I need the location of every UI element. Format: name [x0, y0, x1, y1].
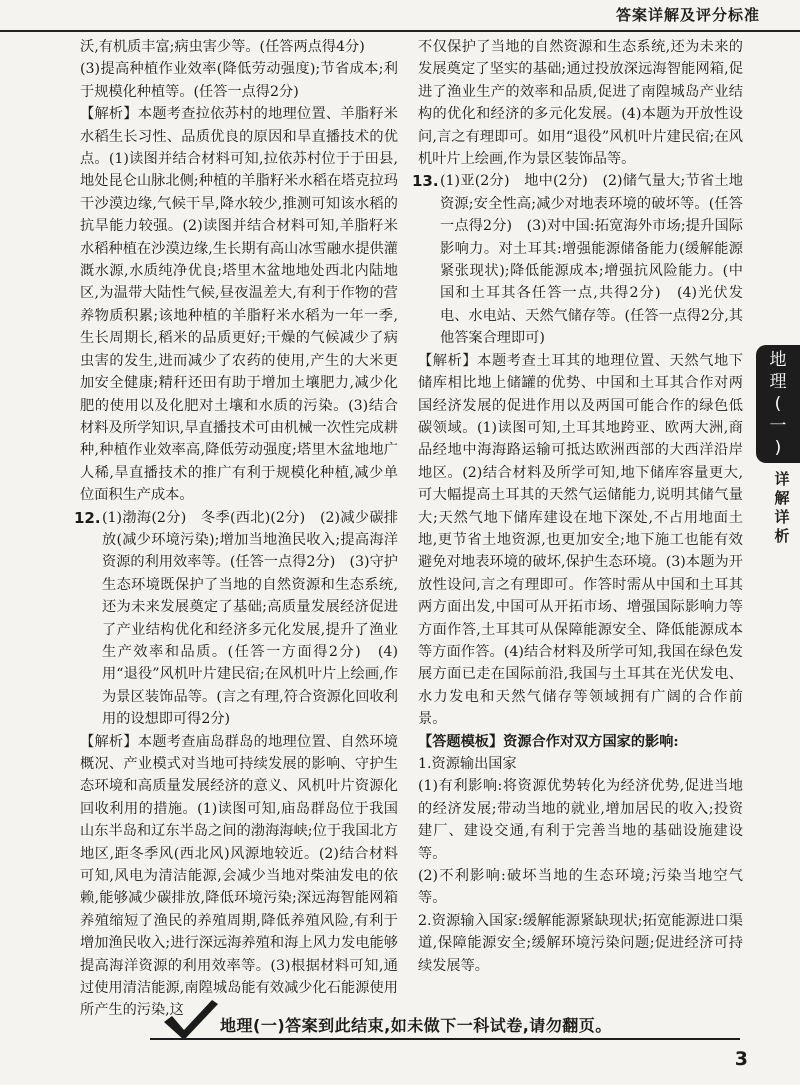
q12-analysis-continued: 不仅保护了当地的自然资源和生态系统,还为未来的发展奠定了坚实的基础;通过投放深远海智能网箱,促进了渔业生产的效率和品质,促进了南隍城岛产业结构的优化和经济的多元化发展。(4)本题为开放性设问,言之有理即可。如用“退役”风机叶片建民宿;在风机叶片上绘画,作为景区装饰品等。 — [418, 39, 743, 168]
template-item-1: 1.资源输出国家 — [418, 756, 517, 772]
header-rule — [0, 30, 800, 32]
q11-answer-tail: 沃,有机质丰富;病虫害少等。(任答两点得4分) — [80, 39, 365, 55]
q13-block — [412, 170, 743, 349]
q11-analysis: 【解析】本题考查拉依苏村的地理位置、羊脂籽米水稻生长习性、品质优良的原因和旱直播技术的优点。(1)读图并结合材料可知,拉依苏村位于于田县,地处昆仑山脉北侧;种植的羊脂籽米水稻在塔克拉玛干沙漠边缘,气候干旱,降水较少,推测可知该水稻的抗旱能力较强。(2)读图并结合材料可知,羊脂籽米水稻种植在沙漠边缘,生长期有高山冰雪融水提供灌溉水源,水质纯净优良;塔里木盆地地处西北内陆地区,为温带大陆性气候,昼夜温差大,有利于作物的营养物质积累;该地种植的羊脂籽米水稻为一年一季,生长周期长,稻米的品质更好;干燥的气候减少了病虫害的发生,进而减少了农药的使用,产生的大米更加安全健康;精秆还田有助于增加土壤肥力,减少化肥的使用以及化肥对土壤和水质的污染。(3)结合材料及所学知识,旱直播技术可由机械一次性完成耕种,种植作业效率高,降低劳动强度;塔里木盆地地广人稀,旱直播技术的推广有利于规模化种植,减少单位面积生产成本。 — [80, 106, 398, 504]
side-tab-subtitle: 详解详析 — [774, 470, 790, 545]
side-tab-char: 一 — [769, 416, 787, 436]
footer-text: 地理(一)答案到此结束,如未做下一科试卷,请勿翻页。 — [220, 1015, 612, 1035]
q12-analysis: 【解析】本题考查庙岛群岛的地理位置、自然环境概况、产业模式对当地可持续发展的影响、守护生态环境和高质量发展经济的意义、风机叶片资源化回收利用的措施。(1)读图可知,庙岛群岛位于我国山东半岛和辽东半岛之间的渤海海峡;位于我国北方地区,距冬季风(西北风)风源地较近。(2)结合材料可知,风电为清洁能源,会减少当地对柴油发电的依赖,能够减少碳排放,降低环境污染;深远海智能网箱养殖缩短了渔民的养殖周期,降低养殖风险,有利于增加渔民收入;进行深远海养殖和海上风力发电能够提高海洋资源的利用效率等。(3)根据材料可知,通过使用清洁能源,南隍城岛能有效减少化石能源使用所产生的污染,这 — [80, 733, 398, 1019]
q13-analysis: 【解析】本题考查土耳其的地理位置、天然气地下储库相比地上储罐的优势、中国和土耳其合作对两国经济发展的促进作用以及两国可能合作的绿色低碳领域。(1)读图可知,土耳其地跨亚、欧两大洲,商品经地中海海路运输可抵达欧洲西部的大西洋沿岸地区。(2)结合材料及所学可知,地下储库容量更大,可大幅提高土耳其的天然气运储能力,说明其储气量大;天然气地下储库建设在地下深处,不占用地面土地,更节省土地资源,也更加安全;地下施工也能有效避免对地表环境的破坏,保护生态环境。(3)本题为开放性设问,言之有理即可。作答时需从中国和土耳其两方面出发,中国可从开拓市场、增强国际影响力等方面作答,土耳其可从保障能源安全、降低能源成本等方面作答。(4)结合材料及所学可知,我国在绿色发展方面已走在国际前沿,我国与土耳其在光伏发电、水力发电和天然气储存等领域拥有广阔的合作前景。 — [418, 352, 743, 728]
side-tab-char: 地 — [769, 350, 787, 370]
template-item-2: 2.资源输入国家:缓解能源紧缺现状;拓宽能源进口渠道,保障能源安全;缓解环境污染问题;促进经济可持续发展等。 — [418, 912, 743, 974]
q12-block — [74, 507, 398, 731]
side-tab-char: ) — [774, 438, 782, 458]
page-number: 3 — [734, 1048, 748, 1070]
left-column — [74, 36, 398, 1022]
side-tab-char: ( — [774, 394, 782, 414]
answer-template-title: 【答题模板】资源合作对双方国家的影响: — [418, 733, 679, 750]
q13-number: 13. — [412, 172, 439, 191]
right-column — [412, 36, 743, 977]
footer-rule — [150, 1038, 740, 1040]
q12-number: 12. — [74, 508, 101, 527]
template-item-1a: (1)有利影响:将资源优势转化为经济优势,促进当地的经济发展;带动当地的就业,增加居民的收入;投资建厂、建设交通,有利于完善当地的基础设施建设等。 — [418, 778, 743, 862]
side-tab-char: 理 — [769, 372, 787, 392]
page-header: 答案详解及评分标准 — [615, 6, 760, 24]
q13-answer: (1)亚(2分) 地中(2分) (2)储气量大;节省土地资源;安全性高;减少对地表环境的破坏等。(任答一点得2分) (3)对中国:拓宽海外市场;提升国际影响力。对土耳其:增强能源储备能力(缓解能源紧张现状);降低能源成本;增强抗风险能力。(中国和土耳其各任答一点,共得2分) (4)光伏发电、水电站、天然气储存等。(任答一点得2分,其他答案合理即可) — [440, 173, 743, 347]
subject-side-tab — [756, 345, 800, 463]
checkmark-icon — [160, 996, 220, 1044]
template-item-1b: (2)不利影响:破坏当地的生态环境;污染当地空气等。 — [418, 868, 743, 907]
q11-answer-part3: (3)提高种植作业效率(降低劳动强度);节省成本;利于规模化种植等。(任答一点得2分) — [80, 61, 398, 100]
footer-banner — [150, 1004, 740, 1044]
q12-answer: (1)渤海(2分) 冬季(西北)(2分) (2)减少碳排放(减少环境污染);增加当地渔民收入;提高海洋资源的利用效率等。(任答一点得2分) (3)守护生态环境既保护了当地的自然资源和生态系统,还为未来发展奠定了基础;高质量发展经济促进了产业结构优化和经济多元化发展,提升了渔业生产效率和品质。(任答一方面得2分) (4)用“退役”风机叶片建民宿;在风机叶片上绘画,作为景区装饰品等。(言之有理,符合资源化回收利用的设想即可得2分) — [102, 509, 398, 728]
